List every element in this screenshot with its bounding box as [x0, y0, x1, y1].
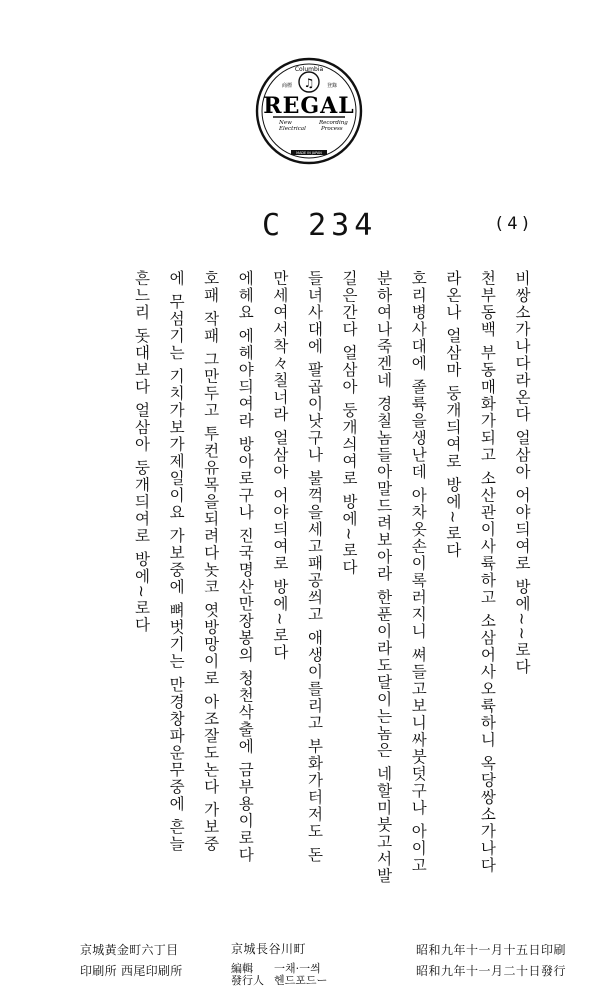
lyric-line: 천부동백 부동매화가되고 소산관이사륙하고 소삼어사오륙하니 옥당쌍소가나다: [478, 270, 497, 874]
lyric-line: 분하여나죽겐네 경칠놈들아말드려보아라 한푼이라도달이는놈은 네할미붓고서발: [374, 270, 393, 885]
lyric-line: 에 무섬기는 기치가보가제일이요 가보중에 뼈벗기는 만경창파운무중에 흔늘: [167, 270, 186, 853]
lyric-line: 호패 작패 그만두고 투컨유목을되려다놋코 엿방망이로 아조잘도논다 가보중: [201, 270, 220, 853]
lyric-line: 흔느리 돗대보다 얼삼아 둥개듸여로 방에~로다: [132, 270, 151, 634]
logo-brand: REGAL: [263, 93, 355, 119]
logo-top-text: Columbia: [294, 66, 324, 73]
printer-address: 京城黃金町六丁目: [80, 943, 179, 957]
issue-date: 昭和九年十一月二十日發行: [416, 964, 567, 978]
printer-name: 印刷所 西尾印刷所: [80, 964, 183, 978]
colophon-issuer: [231, 940, 381, 990]
page-number: (4): [494, 214, 534, 234]
lyric-line: 들녀사대에 팔곱이낫구나 불꺽을세고패공씌고 애생이를리고 부화가터저도 돈: [305, 270, 324, 864]
lyric-line: 호리병사대에 졸륙을생난데 아차옷손이록러지니 쎠들고보니싸붓덧구나 아이고: [409, 270, 428, 874]
lyrics-body: [124, 270, 539, 910]
logo-sub-right-2: Process: [321, 126, 343, 132]
lyric-line: 에헤요 에헤야듸여라 방아로구나 진국명산만장봉의 청천삭출에 금부용이로다: [236, 270, 255, 864]
lyric-line: 만세여서착々칠너라 얼삼아 어야듸여로 방에~로다: [270, 270, 289, 661]
colophon-printer: [80, 940, 230, 982]
svg-text:♫: ♫: [303, 76, 315, 90]
editor-label: 編輯: [231, 962, 253, 975]
logo-left-small: 商標: [281, 83, 293, 89]
logo-sub-right-1: Recording: [319, 120, 348, 126]
record-number: C 234: [262, 208, 378, 243]
lyric-line: 길은간다 얼삼아 둥개싀여로 방에~로다: [340, 270, 359, 576]
regal-logo: [255, 57, 363, 165]
lyric-line: 라온나 얼삼마 둥개듸여로 방에~로다: [443, 270, 462, 559]
regal-logo-graphic: [255, 57, 363, 165]
issuer-company: 헨드포드ー: [274, 974, 328, 987]
colophon-publication-dates: [416, 940, 604, 986]
lyric-line: 비쌍소가나다라온다 얼삼아 어야듸여로 방에~~로다: [513, 270, 531, 676]
issuer-address: 京城長谷川町: [231, 942, 307, 956]
logo-sub-left-2: Electrical: [279, 126, 306, 132]
publisher-label: 發行人: [231, 974, 264, 987]
logo-bottom-text: MADE IN JAPAN: [296, 151, 322, 155]
logo-sub-left-1: New: [279, 120, 292, 126]
issuer-name: 一채·一씌: [274, 962, 321, 975]
print-date: 昭和九年十一月十五日印刷: [416, 943, 567, 957]
logo-right-small: 登錄: [326, 83, 338, 89]
